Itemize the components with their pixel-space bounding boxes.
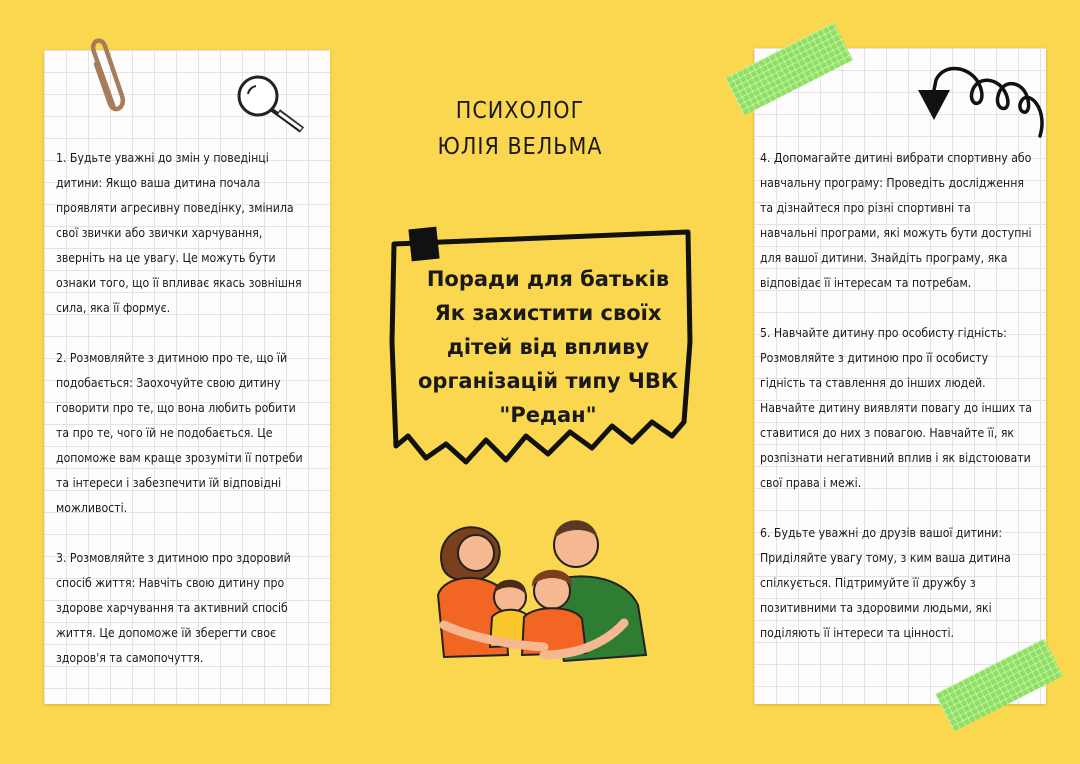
tips-right-column <box>760 146 1042 671</box>
tip-3: 3. Розмовляйте з дитиною про здоровий спосіб життя: Навчіть свою дитину про здорове харчування та активний спосіб життя. Це допоможе їй зберегти своє здоров'я та самопочуття. <box>56 551 291 665</box>
family-illustration <box>424 505 654 675</box>
tip-1: 1. Будьте уважні до змін у поведінці дитини: Якщо ваша дитина почала проявляти агресивну поведінку, змінила свої звички або звички харчування, зверніть на це увагу. Це можуть бути ознаки того, що її впливає якась зовнішня сила, яка її формує. <box>56 151 302 315</box>
magnifier-icon <box>234 72 308 138</box>
tips-left-column <box>56 146 322 696</box>
tip-5: 5. Навчайте дитину про особисту гідність: Розмовляйте з дитиною про її особисту гідність та ставлення до інших людей. Навчайте дитину виявляти повагу до інших та ставитися до них з повагою. Навчайте її, як розпізнати негативний вплив і як відстоювати свої права і межі. <box>760 326 1032 490</box>
headline-text: Поради для батьків Як захистити своїх дітей від впливу організацій типу ЧВК "Редан" <box>417 267 678 427</box>
psychologist-name: ЮЛІЯ ВЕЛЬМА <box>437 134 603 160</box>
curly-arrow-icon <box>910 50 1050 146</box>
tip-4: 4. Допомагайте дитині вибрати спортивну або навчальну програму: Проведіть дослідження та дізнайтеся про різні спортивні та навчальні програми, які можуть бути доступні для вашої дитини. Знайдіть програму, яка відповідає її інтересам та потребам. <box>760 151 1032 290</box>
tip-2: 2. Розмовляйте з дитиною про те, що їй подобається: Заохочуйте свою дитину говорити про те, що вона любить робити та про те, чого їй не подобається. Це допоможе вам краще зрозуміти її потреби та інтереси і забезпечити їй відповідні можливості. <box>56 351 303 515</box>
paperclip-icon <box>84 38 130 122</box>
psychologist-title: ПСИХОЛОГ <box>455 98 585 124</box>
tip-6: 6. Будьте уважні до друзів вашої дитини: Приділяйте увагу тому, з ким ваша дитина спілкується. Підтримуйте її дружбу з позитивними та здоровими людьми, які поділяють її інтереси та цінності. <box>760 526 1011 640</box>
